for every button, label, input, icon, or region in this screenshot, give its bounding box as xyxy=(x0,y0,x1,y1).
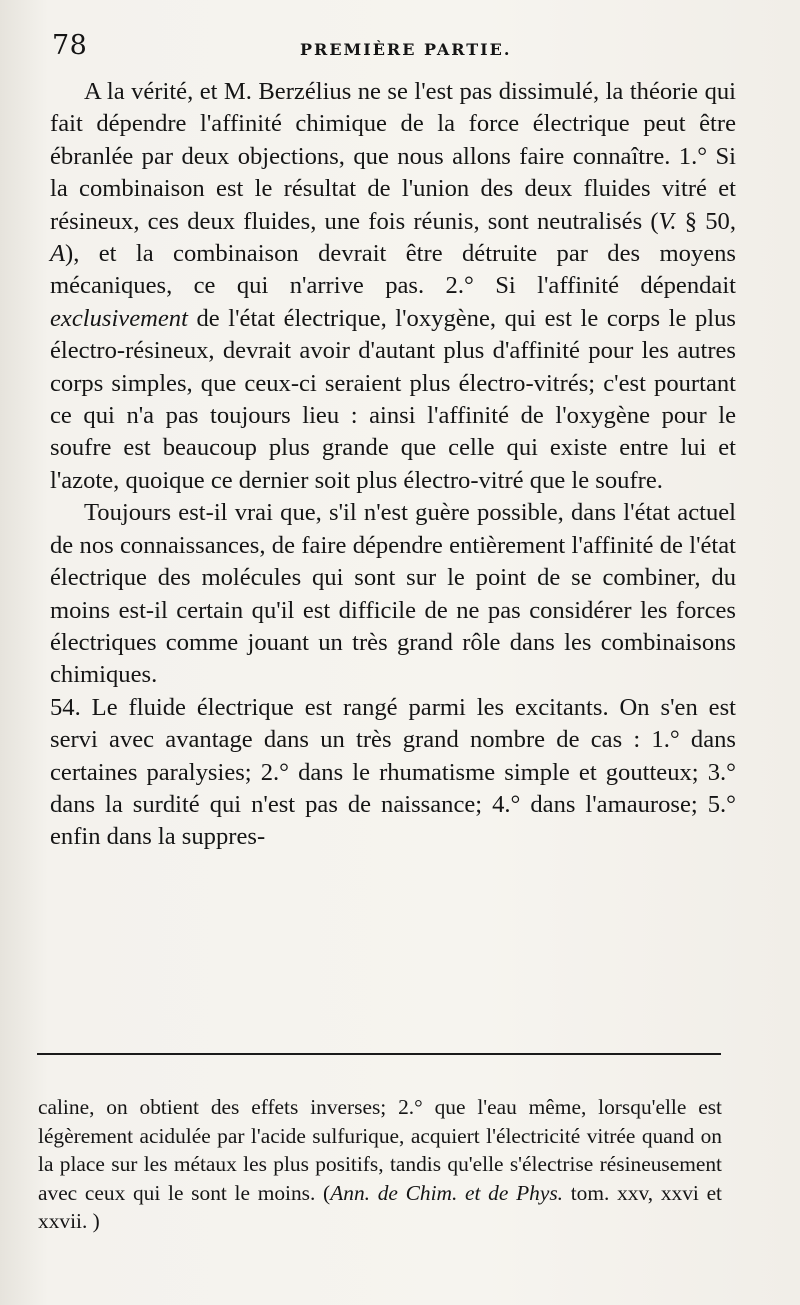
paragraph-1-ref-mid: § 50, xyxy=(676,207,736,235)
paragraph-1-ref-v: V. xyxy=(658,207,677,235)
footnote-separator-rule xyxy=(37,1053,721,1055)
footnote xyxy=(38,1093,722,1236)
paragraph-1-emphasis: exclusivement xyxy=(50,304,188,332)
footnote-text xyxy=(38,1093,722,1236)
paragraph-1-text-a: A la vérité, et M. Berzélius ne se l'est pas dissimulé, la théorie qui fait dépendre l'affinité chimique de la force électrique peut être ébranlée par deux objections, que nous allons faire connaître. 1.° Si la combinaison est le résultat de l'union des deux fluides vitré et résineux, ces deux fluides, une fois réunis, sont neutralisés ( xyxy=(50,78,736,235)
paragraph-2: Toujours est-il vrai que, s'il n'est guère possible, dans l'état actuel de nos connaissances, de faire dépendre entièrement l'affinité de l'état électrique des molécules qui sont sur le point de se combiner, du moins est-il certain qu'il est difficile de ne pas considérer les forces électriques comme jouant un très grand rôle dans les combinaisons chimiques. xyxy=(50,499,736,689)
footnote-text-b: tom. xxv, xxvi et xxvii. ) xyxy=(38,1180,723,1234)
paragraph-1 xyxy=(50,76,736,497)
main-text xyxy=(50,76,736,854)
footnote-reference: Ann. de Chim. et de Phys. xyxy=(330,1180,564,1205)
running-head: PREMIÈRE PARTIE. xyxy=(300,40,512,59)
paragraph-1-text-c: de l'état électrique, l'oxygène, qui est le corps le plus électro-résineux, devrait avoir d'autant plus d'affinité pour les autres corps simples, que ceux-ci seraient plus électro-vitrés; c'est pourtant ce qui n'a pas toujours lieu : ainsi l'affinité de l'oxygène pour le soufre est beaucoup plus grande que celle qui existe entre lui et l'azote, quoique ce dernier soit plus électro-vitré que le soufre. xyxy=(50,304,736,494)
page-number: 78 xyxy=(52,30,88,61)
paragraph-1-ref-a: A xyxy=(50,240,66,268)
footnote-text-a: caline, on obtient des effets inverses; 2.° que l'eau même, lorsqu'elle est légèrement acidulée par l'acide sulfurique, acquiert l'électricité vitrée quand on la place sur les métaux les plus positifs, tandis qu'elle s'électrise résineusement avec ceux qui le sont le moins. ( xyxy=(38,1095,722,1205)
paragraph-1-text-b: ), et la combinaison devrait être détruite par des moyens mécaniques, ce qui n'arrive pas. 2.° Si l'affinité dépendait xyxy=(50,240,736,300)
paragraph-3-section-54: 54. Le fluide électrique est rangé parmi les excitants. On s'en est servi avec avantage dans un très grand nombre de cas : 1.° dans certaines paralysies; 2.° dans le rhumatisme simple et goutteux; 3.° dans la surdité qui n'est pas de naissance; 4.° dans l'amaurose; 5.° enfin dans la suppres- xyxy=(50,693,736,851)
page-header xyxy=(50,30,730,64)
